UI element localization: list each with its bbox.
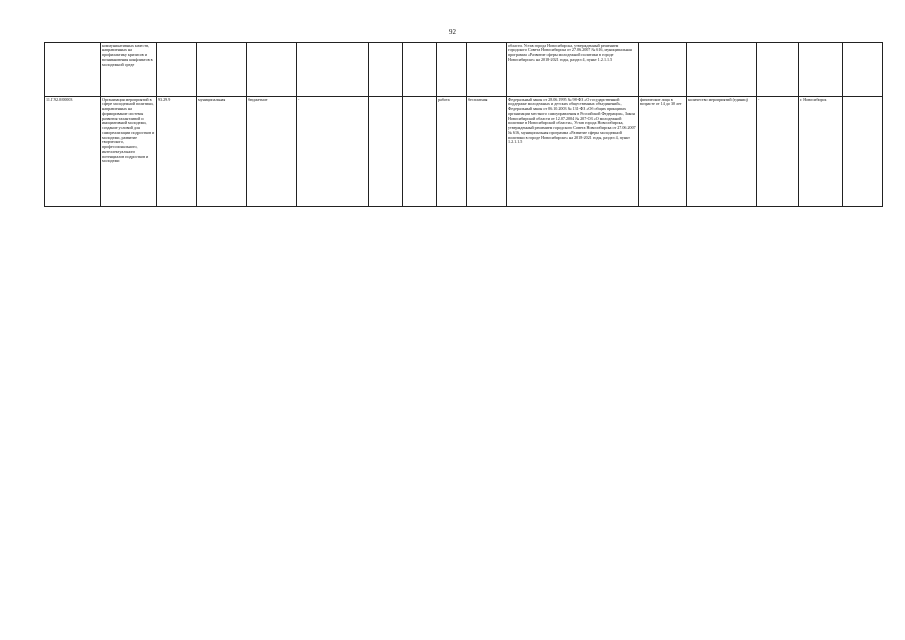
cell-extra2 [403,97,437,207]
cell-fee [467,43,507,97]
cell-unit [757,43,799,97]
cell-okved-code [157,43,197,97]
cell-legal-basis: области. Устав города Новосибирска, утвержденный решением городского Совета Новосибирска от 27.06.2007 № 616, муниципальная программа «Развитие сферы молодежной политики в городе Новосибирске» на 2018-2021 годы, раздел 4, пункт 1.2.1.1.5 [507,43,639,97]
table-row [45,43,883,97]
cell-okved-code: 93.29.9 [157,97,197,207]
cell-territory [799,43,843,97]
cell-territory: г. Новосибирск [799,97,843,207]
cell-legal-basis: Федеральный закон от 28.06.1995 № 98-ФЗ «О государственной поддержке молодежных и детских общественных объединений», Федеральный закон от 06.10.2003 № 131-ФЗ «Об общих принципах организации местного самоуправления в Российской Федерации», Закон Новосибирской области от 12.07.2004 № 207-ОЗ «О молодежной политике в Новосибирской области», Устав города Новосибирска, утвержденный решением городского Совета Новосибирска от 27.06.2007 № 616, муниципальная программа «Развитие сферы молодежной политики в городе Новосибирске» на 2018-2021 годы, раздел 4, пункт 1.2.1.1.5 [507,97,639,207]
cell-indicator [687,43,757,97]
cell-date [843,97,883,207]
table-row [45,97,883,207]
cell-service-level: муниципальная [197,97,247,207]
cell-unit: - [757,97,799,207]
cell-service-description: Организация мероприятий в сфере молодежной политики, направленных на формирование системы развития талантливой и инициативной молодежи, создание условий для самореализации подростков и молодежи, развитие творческого, профессионального, интеллектуального потенциалов подростков и молодежи [101,97,157,207]
cell-consumer-category [639,43,687,97]
page-number: 92 [449,28,456,36]
cell-indicator: количество мероприятий (единиц) [687,97,757,207]
cell-extra2 [403,43,437,97]
cell-service-level [197,43,247,97]
cell-extra1 [369,43,403,97]
cell-extra1 [369,97,403,207]
cell-category [437,43,467,97]
cell-service-description: коммуникативных качеств, направленных на профилактику кризисов и возникновения конфликтов в молодежной среде [101,43,157,97]
cell-form [297,43,369,97]
cell-institution-type [247,43,297,97]
cell-category: работа [437,97,467,207]
cell-institution-type: бюджетное [247,97,297,207]
register-table [44,42,883,207]
cell-registry-code: 11.Г.92.0‌/0‌0‌0‌0‌3 [45,97,101,207]
cell-consumer-category: физические лица в возрасте от 14 до 30 лет [639,97,687,207]
cell-form: - [297,97,369,207]
cell-registry-code [45,43,101,97]
cell-date [843,43,883,97]
cell-fee: бесплатная [467,97,507,207]
